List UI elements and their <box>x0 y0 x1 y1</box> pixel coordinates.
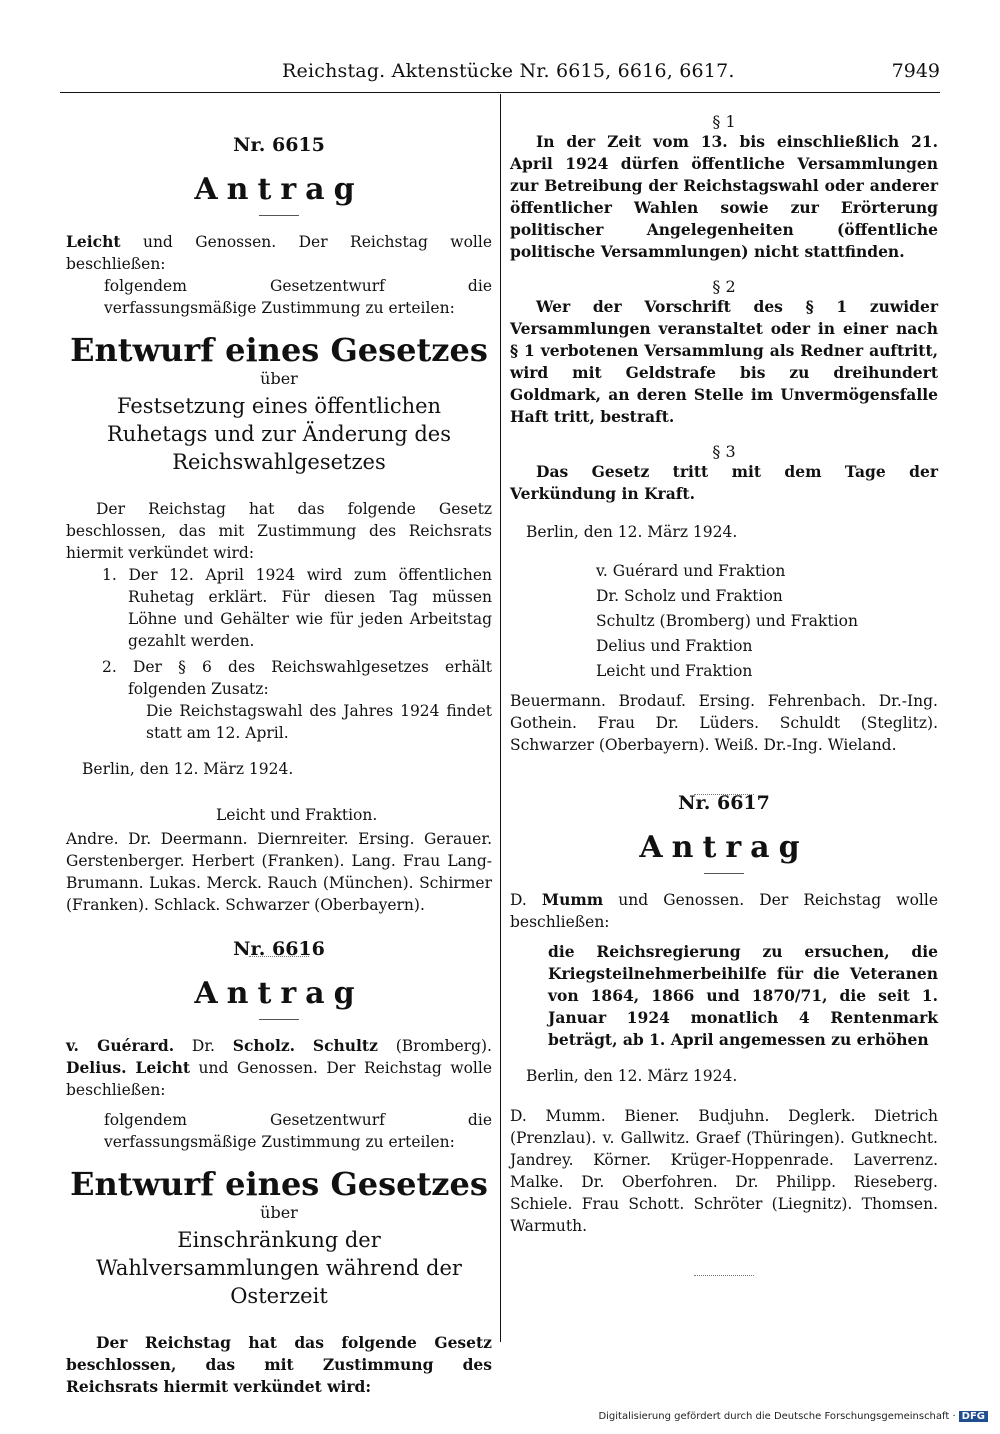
ueber-label: über <box>260 369 298 388</box>
motion-intro <box>510 889 938 933</box>
page-number: 7949 <box>891 60 940 82</box>
section-separator <box>694 1275 754 1276</box>
page-header <box>282 58 940 88</box>
date-line: Berlin, den 12. März 1924. <box>526 1067 738 1085</box>
intro-text <box>295 1037 313 1055</box>
antrag-heading: Antrag <box>194 976 364 1011</box>
signers-list: Andre. Dr. Deermann. Diernreiter. Ersing. Gerauer. Gerstenberger. Herbert (Franken). Lang. Frau Lang-Brumann. Lukas. Merck. Rauch (München). Schirmer (Franken). Schlack. Schwarzer (Oberbayern). <box>66 830 492 914</box>
doc-number: Nr. 6615 <box>233 134 325 156</box>
fraktion-line: Delius und Fraktion <box>596 637 753 655</box>
short-rule <box>259 1019 299 1020</box>
column-divider <box>500 94 501 1342</box>
intro-text: D. <box>510 891 542 909</box>
motion-text: folgendem Gesetzentwurf die verfassungsmäßige Zustimmung zu erteilen: <box>104 1111 492 1151</box>
proposer-name: v. Guérard. <box>66 1036 175 1055</box>
motion-intro <box>66 1035 492 1101</box>
ueber-label: über <box>260 1203 298 1222</box>
intro-text: (Bromberg). <box>377 1037 492 1055</box>
dfg-logo: DFG <box>959 1411 988 1422</box>
proposer-name: Mumm <box>541 890 604 909</box>
signers-list: D. Mumm. Biener. Budjuhn. Deglerk. Dietrich (Prenzlau). v. Gallwitz. Graef (Thüringen). Gutknecht. Jandrey. Körner. Krüger-Hoppenrade. Laverrenz. Malke. Dr. Oberfohren. Dr. Philipp. Rieseberg. Schiele. Frau Schott. Schröter (Liegnitz). Thomsen. Warmuth. <box>510 1107 938 1235</box>
paragraph-heading: § 3 <box>712 442 736 461</box>
list-item: 2. Der § 6 des Reichswahlgesetzes erhält folgenden Zusatz: <box>102 658 492 698</box>
doc-number: Nr. 6616 <box>233 938 325 960</box>
doc-6616 <box>66 938 492 1398</box>
doc-6616-continued <box>510 112 938 795</box>
short-rule <box>704 873 744 874</box>
fraktion-line: v. Guérard und Fraktion <box>596 562 786 580</box>
law-title: Festsetzung eines öffentlichen Ruhetags und zur Änderung des Reichswahlgesetzes <box>106 394 452 474</box>
proposer-name: Scholz. <box>232 1036 296 1055</box>
paragraph-heading: § 1 <box>712 112 736 131</box>
proposer-name: Schultz <box>312 1036 378 1055</box>
intro-text: und Genossen. Der Reichstag wolle beschließen: <box>66 233 492 273</box>
doc-6617 <box>510 792 938 1276</box>
doc-number: Nr. 6617 <box>678 792 770 814</box>
fraktion-line: Leicht und Fraktion. <box>216 806 378 824</box>
fraktion-line: Schultz (Bromberg) und Fraktion <box>596 612 858 630</box>
motion-intro <box>66 231 492 275</box>
intro-text: und Genossen. Der Reichstag wolle beschließen: <box>66 1059 493 1099</box>
header-title: Reichstag. Aktenstücke Nr. 6615, 6616, 6617. <box>282 60 735 82</box>
short-rule <box>259 215 299 216</box>
proposer-name: Leicht <box>66 232 121 251</box>
antrag-heading: Antrag <box>194 172 364 207</box>
antrag-heading: Antrag <box>639 830 809 865</box>
preamble: Der Reichstag hat das folgende Gesetz beschlossen, das mit Zustimmung des Reichsrats hiermit verkündet wird: <box>66 1333 492 1396</box>
law-title: Einschränkung der Wahlversammlungen während der Osterzeit <box>96 1228 462 1308</box>
footer-credit <box>598 1411 988 1422</box>
doc-6615 <box>66 134 492 957</box>
proposer-name: Delius. Leicht <box>66 1058 191 1077</box>
list-item: 1. Der 12. April 1924 wird zum öffentlichen Ruhetag erklärt. Für diesen Tag müssen Löhne und Gehälter wie für jeden Arbeitstag gezahlt werden. <box>102 566 492 650</box>
footer-text: Digitalisierung gefördert durch die Deutsche Forschungsgemeinschaft · <box>598 1411 956 1422</box>
paragraph-text: Wer der Vorschrift des § 1 zuwider Versammlungen veranstaltet oder in einer nach § 1 verbotenen Versammlung als Redner auftritt, wird mit Geldstrafe bis zu dreihundert Goldmark, an deren Stelle im Unvermögensfalle Haft tritt, bestraft. <box>510 297 938 426</box>
header-rule <box>60 92 940 93</box>
entwurf-heading: Entwurf eines Gesetzes <box>70 331 488 369</box>
date-line: Berlin, den 12. März 1924. <box>526 523 738 541</box>
preamble: Der Reichstag hat das folgende Gesetz beschlossen, das mit Zustimmung des Reichsrats hiermit verkündet wird: <box>66 500 492 562</box>
intro-text: und Genossen. Der Reichstag wolle beschließen: <box>510 891 938 931</box>
fraktion-list <box>596 559 938 684</box>
fraktion-line: Leicht und Fraktion <box>596 662 753 680</box>
motion-text: die Reichsregierung zu ersuchen, die Kriegsteilnehmerbeihilfe für die Veteranen von 1864, 1866 und 1870/71, die seit 1. Januar 1924 monatlich 4 Rentenmark beträgt, ab 1. April angemessen zu erhöhen <box>548 942 938 1049</box>
signers-list: Beuermann. Brodauf. Ersing. Fehrenbach. Dr.-Ing. Gothein. Frau Dr. Lüders. Schuldt (Steglitz). Schwarzer (Oberbayern). Weiß. Dr.-Ing. Wieland. <box>510 692 938 754</box>
quoted-addition: Die Reichstagswahl des Jahres 1924 findet statt am 12. April. <box>146 702 492 742</box>
paragraph-heading: § 2 <box>712 277 736 296</box>
entwurf-heading: Entwurf eines Gesetzes <box>70 1165 488 1203</box>
motion-text: folgendem Gesetzentwurf die verfassungsmäßige Zustimmung zu erteilen: <box>104 277 492 317</box>
paragraph-text: Das Gesetz tritt mit dem Tage der Verkündung in Kraft. <box>510 462 938 503</box>
date-line: Berlin, den 12. März 1924. <box>82 760 294 778</box>
intro-text: Dr. <box>174 1037 233 1055</box>
fraktion-line: Dr. Scholz und Fraktion <box>596 587 783 605</box>
paragraph-text: In der Zeit vom 13. bis einschließlich 21. April 1924 dürfen öffentliche Versammlungen zur Betreibung der Reichstagswahl oder anderer öffentlicher Wahlen sowie zur Erörterung politischer Angelegenheiten (öffentliche politische Versammlungen) nicht stattfinden. <box>510 132 938 261</box>
